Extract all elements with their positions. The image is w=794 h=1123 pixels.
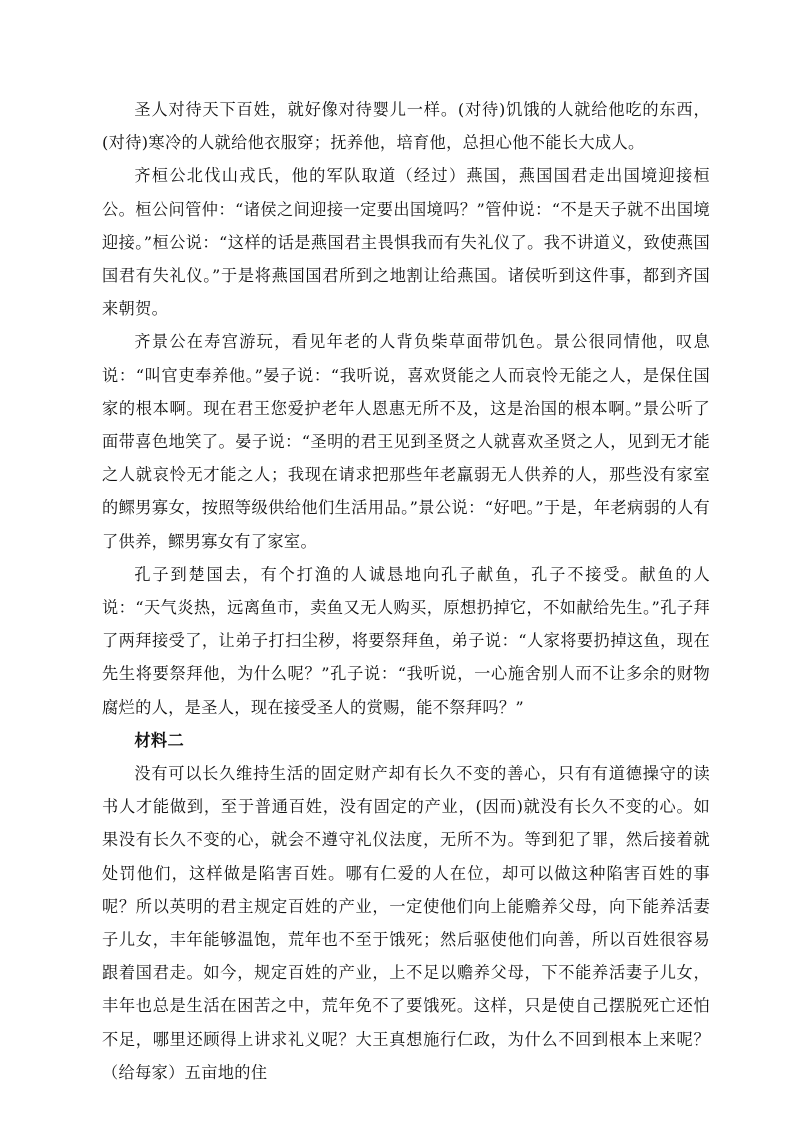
paragraph-duke-jing: 齐景公在寿宫游玩，看见年老的人背负柴草面带饥色。景公很同情他，叹息说：“叫官吏奉养他。”晏子说：“我听说，喜欢贤能之人而哀怜无能之人，是保住国家的根本啊。现在君王您爱护老年人恩惠无所不及，这是治国的根本啊。”景公听了面带喜色地笑了。晏子说：“圣明的君王见到圣贤之人就喜欢圣贤之人，见到无才能之人就哀怜无才能之人；我现在请求把那些年老羸弱无人供养的人，那些没有家室的鳏男寡女，按照等级供给他们生活用品。”景公说：“好吧。”于是，年老病弱的人有了供养，鳏男寡女有了家室。 [102, 332, 710, 551]
paragraph-confucius-fish: 孔子到楚国去，有个打渔的人诚恳地向孔子献鱼，孔子不接受。献鱼的人说：“天气炎热，远离鱼市，卖鱼又无人购买，原想扔掉它，不如献给先生。”孔子拜了两拜接受了，让弟子打扫尘秽，将要祭拜鱼，弟子说：“人家将要扔掉这鱼，现在先生将要祭拜他，为什么呢？”孔子说：“我听说，一心施舍别人而不让多余的财物腐烂的人，是圣人，现在接受圣人的赏赐，能不祭拜吗？” [102, 564, 710, 717]
paragraph-duke-huan: 齐桓公北伐山戎氏，他的军队取道（经过）燕国，燕国国君走出国境迎接桓公。桓公问管仲：“诸侯之间迎接一定要出国境吗？”管仲说：“不是天子就不出国境迎接。”桓公说：“这样的话是燕国君主畏惧我而有失礼仪了。我不讲道义，致使燕国国君有失礼仪。”于是将燕国国君所到之地割让给燕国。诸侯听到这件事，都到齐国来朝贺。 [102, 166, 710, 319]
paragraph-sage-treats-people: 圣人对待天下百姓，就好像对待婴儿一样。(对待)饥饿的人就给他吃的东西，(对待)寒冷的人就给他衣服穿；抚养他，培育他，总担心他不能长大成人。 [102, 100, 710, 153]
paragraph-material-two: 没有可以长久维持生活的固定财产却有长久不变的善心，只有有道德操守的读书人才能做到，至于普通百姓，没有固定的产业，(因而)就没有长久不变的心。如果没有长久不变的心，就会不遵守礼仪法度，无所不为。等到犯了罪，然后接着就处罚他们，这样做是陷害百姓。哪有仁爱的人在位，却可以做这种陷害百姓的事呢？所以英明的君主规定百姓的产业，一定使他们向上能赡养父母，向下能养活妻子儿女，丰年能够温饱，荒年也不至于饿死；然后驱使他们向善，所以百姓很容易跟着国君走。如今，规定百姓的产业，上不足以赡养父母，下不能养活妻子儿女，丰年也总是生活在困苦之中，荒年免不了要饿死。这样，只是使自己摆脱死亡还怕不足，哪里还顾得上讲求礼义呢？大王真想施行仁政，为什么不回到根本上来呢？（给每家）五亩地的住 [102, 764, 710, 1082]
section-heading: 材料二 [134, 730, 185, 750]
document-page [102, 93, 710, 1089]
